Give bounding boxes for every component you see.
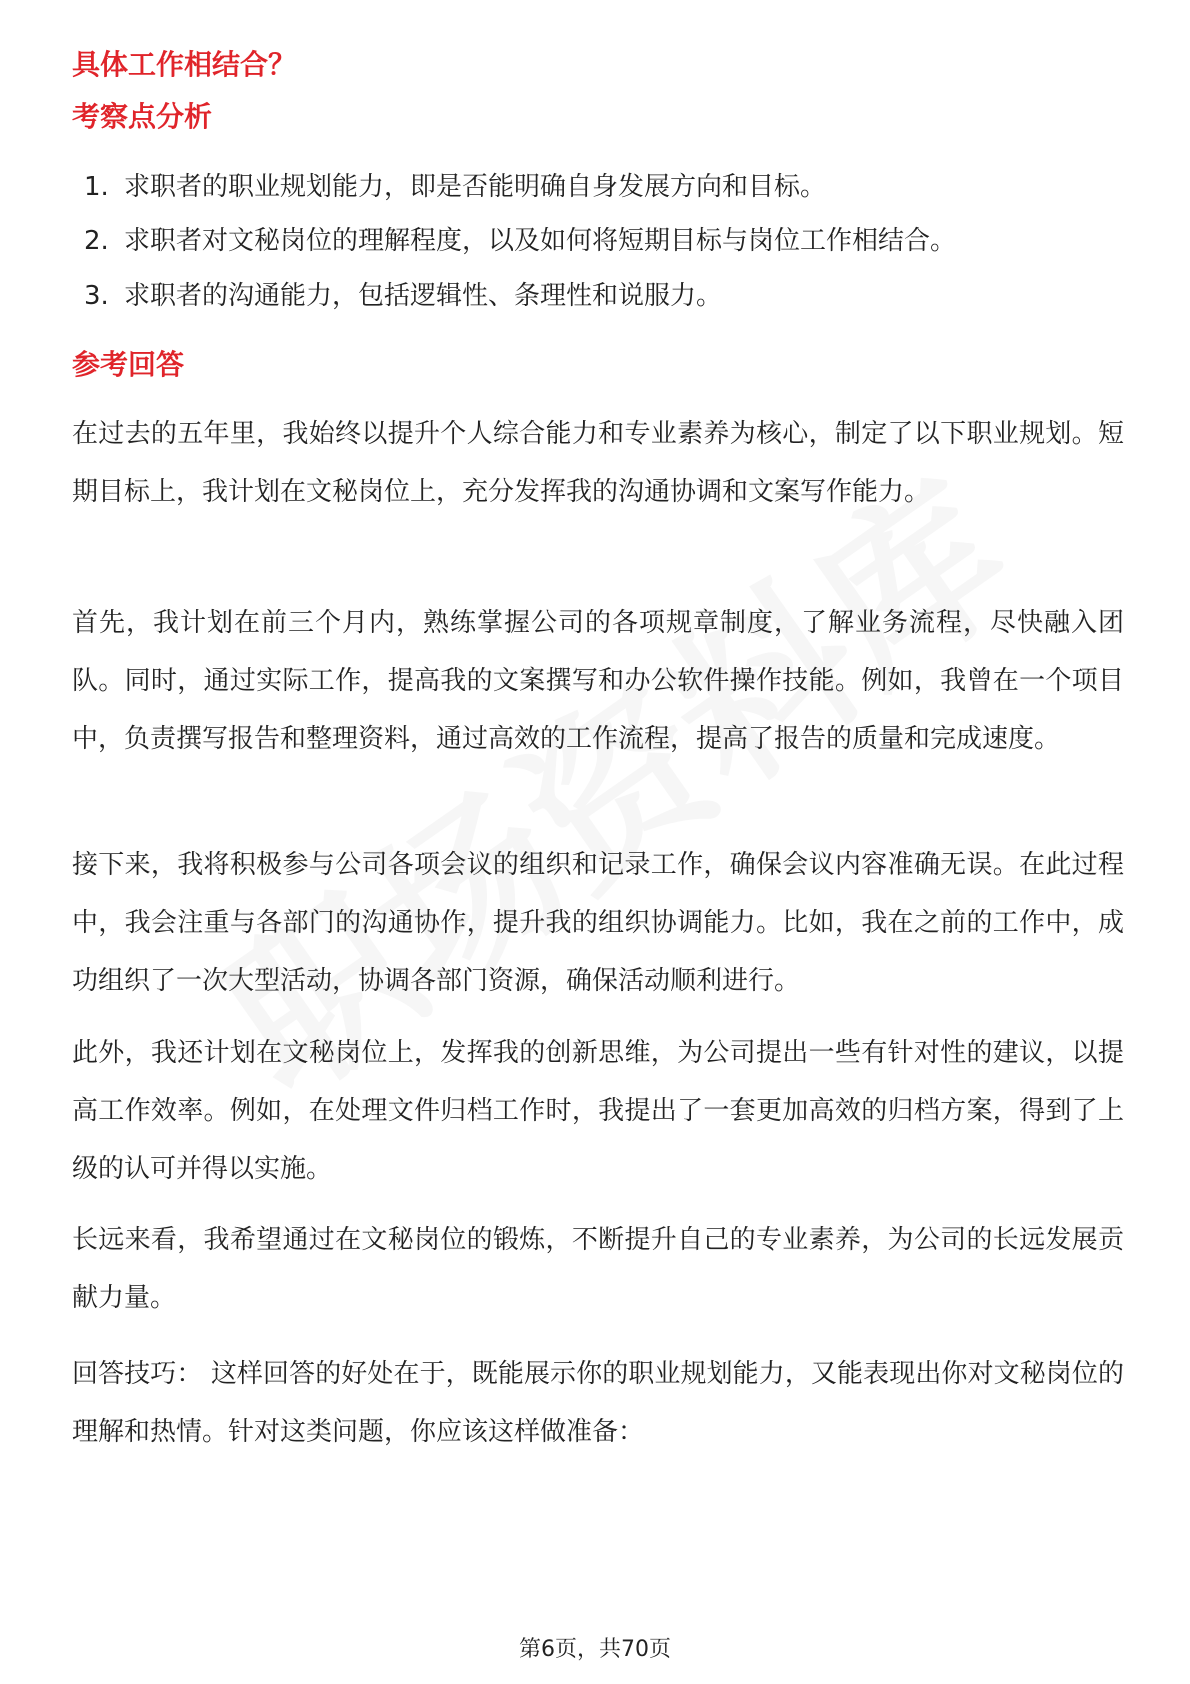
list-number: 1.	[84, 172, 109, 202]
list-text: 求职者的职业规划能力，即是否能明确自身发展方向和目标。	[124, 172, 827, 202]
answer-paragraph: 长远来看，我希望通过在文秘岗位的锻炼，不断提升自己的专业素养，为公司的长远发展贡献力量。	[72, 1225, 1124, 1313]
list-item	[84, 225, 1134, 257]
list-item	[84, 280, 1134, 312]
answer-paragraph: 此外，我还计划在文秘岗位上，发挥我的创新思维，为公司提出一些有针对性的建议，以提高工作效率。例如，在处理文件归档工作时，我提出了一套更加高效的归档方案，得到了上级的认可并得以实施。	[72, 1038, 1124, 1184]
list-item	[84, 171, 1134, 203]
answer-paragraph: 首先，我计划在前三个月内，熟练掌握公司的各项规章制度，了解业务流程，尽快融入团队。同时，通过实际工作，提高我的文案撰写和办公软件操作技能。例如，我曾在一个项目中，负责撰写报告和整理资料，通过高效的工作流程，提高了报告的质量和完成速度。	[72, 608, 1124, 754]
question-continuation: 具体工作相结合？	[72, 48, 297, 81]
analysis-heading: 考察点分析	[72, 100, 213, 133]
answer-paragraph: 接下来，我将积极参与公司各项会议的组织和记录工作，确保会议内容准确无误。在此过程中，我会注重与各部门的沟通协作，提升我的组织协调能力。比如，我在之前的工作中，成功组织了一次大型活动，协调各部门资源，确保活动顺利进行。	[72, 850, 1124, 996]
list-text: 求职者对文秘岗位的理解程度，以及如何将短期目标与岗位工作相结合。	[124, 226, 957, 256]
reference-heading: 参考回答	[72, 348, 185, 381]
list-text: 求职者的沟通能力，包括逻辑性、条理性和说服力。	[124, 281, 723, 311]
answer-paragraph: 在过去的五年里，我始终以提升个人综合能力和专业素养为核心，制定了以下职业规划。短期目标上，我计划在文秘岗位上，充分发挥我的沟通协调和文案写作能力。	[72, 419, 1124, 507]
page-number: 第6页，共70页	[519, 1637, 671, 1662]
list-number: 3.	[84, 281, 109, 311]
list-number: 2.	[84, 226, 109, 256]
answer-tips: 回答技巧： 这样回答的好处在于，既能展示你的职业规划能力，又能表现出你对文秘岗位的理解和热情。针对这类问题，你应该这样做准备：	[72, 1359, 1124, 1447]
